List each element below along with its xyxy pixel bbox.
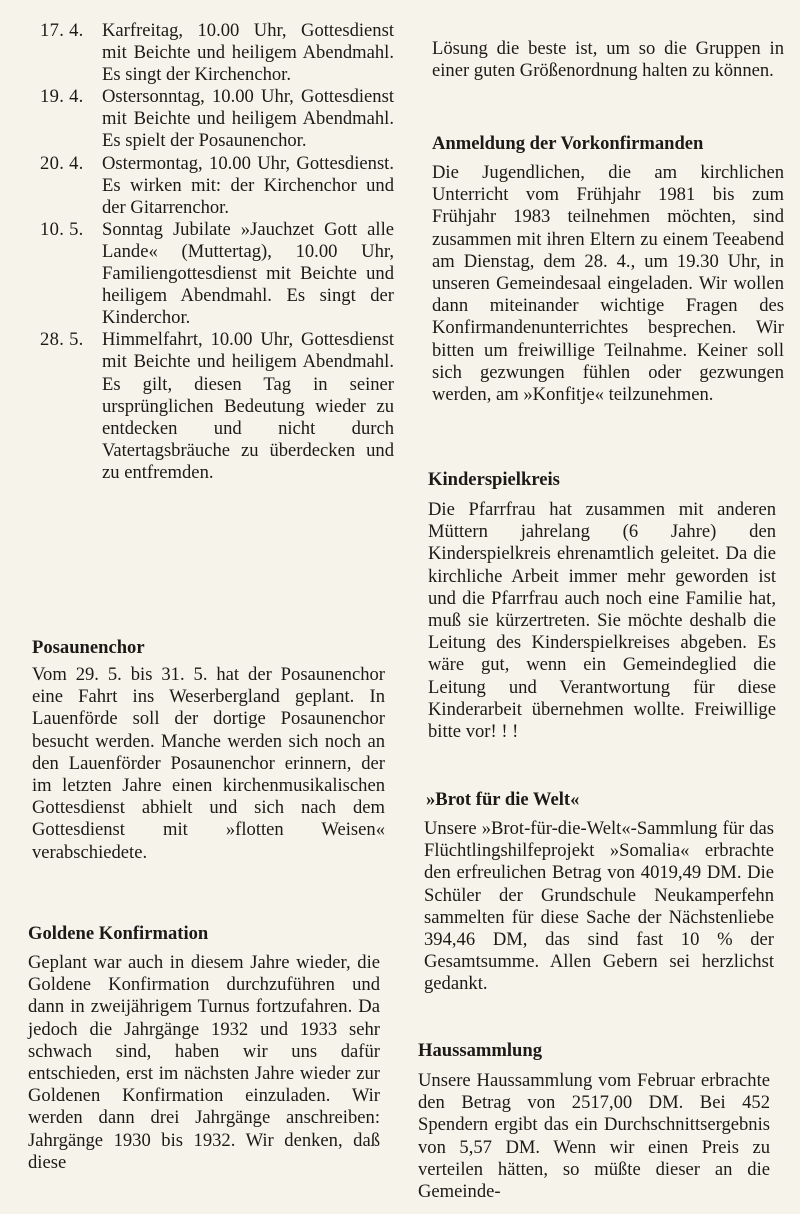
vorkonfirmanden-text: Die Jugendlichen, die am kirchlichen Unterricht vom Frühjahr 1981 bis zum Frühjahr 1983 teilnehmen möchten, sind zusammen mit ihren Eltern zu einem Teeabend am Dienstag, dem 28. 4., um 19.30 Uhr, in unseren Gemeindesaal eingeladen. Wir wollen dann miteinander wichtige Fragen des Konfirmandenunterrichtes besprechen. Wir bitten um freiwillige Teilnahme. Keiner soll sich gezwungen fühlen oder gezwungen werden, am »Konfitje« teilzunehmen. bbox=[432, 162, 784, 406]
continuation-text: Lösung die beste ist, um so die Gruppen in einer guten Größenordnung halten zu können. bbox=[432, 38, 784, 82]
entry-text: Sonntag Jubilate »Jauchzet Gott alle Lande« (Muttertag), 10.00 Uhr, Familiengottesdienst mit Beichte und heiligem Abendmahl. Es singt der Kinderchor. bbox=[102, 218, 394, 329]
date-entry bbox=[40, 86, 396, 152]
entry-date: 17. 4. bbox=[40, 20, 84, 41]
kinderspielkreis-text: Die Pfarrfrau hat zusammen mit anderen Müttern jahrelang (6 Jahre) den Kinderspielkreis ehrenamtlich geleitet. Da die kirchliche Arbeit immer mehr geworden ist und die Pfarrfrau auch noch eine Familie hat, muß sie kürzertreten. Sie möchte deshalb die Leitung des Kinderspielkreises abgeben. Es wäre gut, wenn ein Gemeindeglied die Leitung und Verantwortung für diese Kinderarbeit übernehmen wollte. Freiwillige bitte vor! ! ! bbox=[428, 499, 776, 743]
entry-text: Himmelfahrt, 10.00 Uhr, Gottesdienst mit Beichte und heiligem Abendmahl. Es gilt, diesen Tag in seiner ursprünglichen Bedeutung wieder zu entdecken und nicht durch Vatertagsbräuche zu überdecken und zu entfremden. bbox=[102, 329, 394, 483]
kinderspielkreis-heading: Kinderspielkreis bbox=[428, 469, 560, 490]
posaunenchor-heading: Posaunenchor bbox=[32, 637, 145, 658]
haussammlung-heading: Haussammlung bbox=[418, 1040, 542, 1061]
date-entry bbox=[40, 329, 396, 484]
entry-date: 28. 5. bbox=[40, 329, 84, 351]
entry-date: 20. 4. bbox=[40, 152, 84, 174]
posaunenchor-text: Vom 29. 5. bis 31. 5. hat der Posaunenchor eine Fahrt ins Weserbergland geplant. In Lauenförde soll der dortige Posaunenchor besucht werden. Manche werden sich noch an den Lauenförder Posaunenchor erinnern, der im letzten Jahre einen kirchenmusikalischen Gottesdienst abhielt und sich nach dem Gottesdienst mit »flotten Weisen« verabschiedete. bbox=[32, 664, 385, 863]
date-entry bbox=[40, 20, 396, 86]
service-dates-list bbox=[40, 20, 396, 484]
entry-text: Ostersonntag, 10.00 Uhr, Gottesdienst mit Beichte und heiligem Abendmahl. Es spielt der Posaunenchor. bbox=[102, 86, 394, 152]
date-entry bbox=[40, 153, 396, 219]
vorkonfirmanden-heading: Anmeldung der Vorkonfirmanden bbox=[432, 133, 704, 154]
brot-fuer-die-welt-text: Unsere »Brot-für-die-Welt«-Sammlung für das Flüchtlingshilfeprojekt »Somalia« erbrachte den erfreulichen Betrag von 4019,49 DM. Die Schüler der Grundschule Neukamperfehn sammelten für diese Sache der Nächstenliebe 394,46 DM, das sind fast 10 % der Gesamtsumme. Allen Gebern sei herzlichst gedankt. bbox=[424, 818, 774, 995]
haussammlung-text: Unsere Haussammlung vom Februar erbrachte den Betrag von 2517,00 DM. Bei 452 Spendern ergibt das ein Durchschnittsergebnis von 5,57 DM. Wenn wir einen Preis zu verteilen hätten, so müßte dieser an die Gemeinde- bbox=[418, 1070, 770, 1203]
brot-fuer-die-welt-heading: »Brot für die Welt« bbox=[426, 789, 580, 810]
entry-text: Karfreitag, 10.00 Uhr, Gottesdienst mit Beichte und heiligem Abendmahl. Es singt der Kirchenchor. bbox=[102, 20, 394, 86]
goldene-konfirmation-text: Geplant war auch in diesem Jahre wieder, die Goldene Konfirmation durchzuführen und dann in zweijährigem Turnus fortzufahren. Da jedoch die Jahrgänge 1932 und 1933 sehr schwach sind, haben wir uns dafür entschieden, erst im nächsten Jahre wieder zur Goldenen Konfirmation einzuladen. Wir werden dann drei Jahrgänge anschreiben: Jahrgänge 1930 bis 1932. Wir denken, daß diese bbox=[28, 952, 380, 1173]
date-entry bbox=[40, 219, 396, 329]
entry-date: 19. 4. bbox=[40, 86, 84, 108]
entry-date: 10. 5. bbox=[40, 218, 84, 240]
goldene-konfirmation-heading: Goldene Konfirmation bbox=[28, 923, 209, 944]
entry-text: Ostermontag, 10.00 Uhr, Gottesdienst. Es wirken mit: der Kirchenchor und der Gitarrenchor. bbox=[102, 152, 394, 218]
